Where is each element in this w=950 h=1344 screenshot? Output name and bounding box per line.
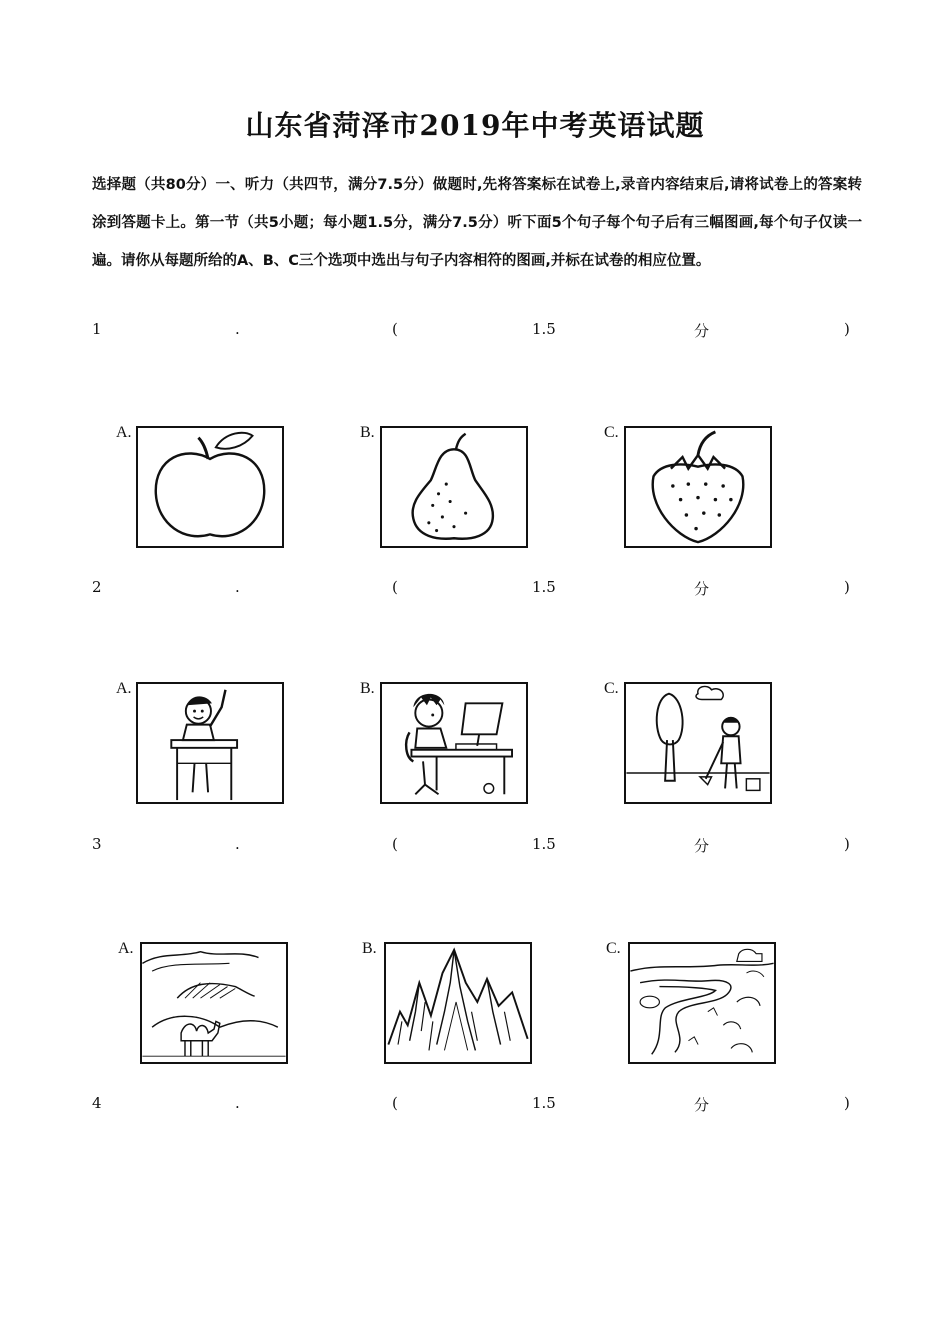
instructions: 选择题（共80分）一、听力（共四节，满分7.5分）做题时,先将答案标在试卷上,录音内容结束后,请将试卷上的答案转涂到答题卡上。第一节（共5小题；每小题1.5分，满分7.5分）听下面5个句子每个句子后有三幅图画,每个句子仅读一遍。请你从每题所给的A、B、C三个选项中选出与句子内容相符的图画,并标在试卷的相应位置。	[92, 177, 862, 269]
boy-planting-tree-icon	[624, 682, 772, 804]
left-paren: (	[392, 835, 398, 853]
river-icon	[628, 942, 776, 1064]
option-letter: C.	[604, 424, 619, 441]
question-score: 1.5	[532, 835, 556, 853]
option-letter: A.	[116, 424, 132, 441]
option-letter: A.	[116, 680, 132, 697]
left-paren: (	[392, 320, 398, 338]
right-paren: )	[844, 320, 850, 338]
mountains-icon	[384, 942, 532, 1064]
question-line-2	[92, 578, 852, 600]
right-paren: )	[844, 578, 850, 596]
question-line-4	[92, 1094, 852, 1116]
desert-camel-icon	[140, 942, 288, 1064]
question-dot: .	[235, 1094, 240, 1112]
pear-icon	[380, 426, 528, 548]
right-paren: )	[844, 835, 850, 853]
option-letter: B.	[360, 424, 375, 441]
right-paren: )	[844, 1094, 850, 1112]
boy-at-computer-icon	[380, 682, 528, 804]
option-letter: C.	[606, 940, 621, 957]
question-number: 4	[92, 1094, 102, 1112]
left-paren: (	[392, 1094, 398, 1112]
question-score: 1.5	[532, 1094, 556, 1112]
question-dot: .	[235, 578, 240, 596]
question-score: 1.5	[532, 320, 556, 338]
question-score: 1.5	[532, 578, 556, 596]
score-unit: 分	[694, 837, 710, 855]
question-number: 2	[92, 578, 102, 596]
score-unit: 分	[694, 1096, 710, 1114]
question-number: 1	[92, 320, 102, 338]
boy-at-desk-icon	[136, 682, 284, 804]
page-title: 山东省菏泽市2019年中考英语试题	[245, 109, 705, 142]
question-line-1	[92, 320, 852, 342]
question-number: 3	[92, 835, 102, 853]
option-letter: B.	[362, 940, 377, 957]
question-line-3	[92, 835, 852, 857]
score-unit: 分	[694, 580, 710, 598]
apple-icon	[136, 426, 284, 548]
option-letter: A.	[118, 940, 134, 957]
option-letter: B.	[360, 680, 375, 697]
option-letter: C.	[604, 680, 619, 697]
score-unit: 分	[694, 322, 710, 340]
left-paren: (	[392, 578, 398, 596]
question-dot: .	[235, 320, 240, 338]
strawberry-icon	[624, 426, 772, 548]
question-dot: .	[235, 835, 240, 853]
